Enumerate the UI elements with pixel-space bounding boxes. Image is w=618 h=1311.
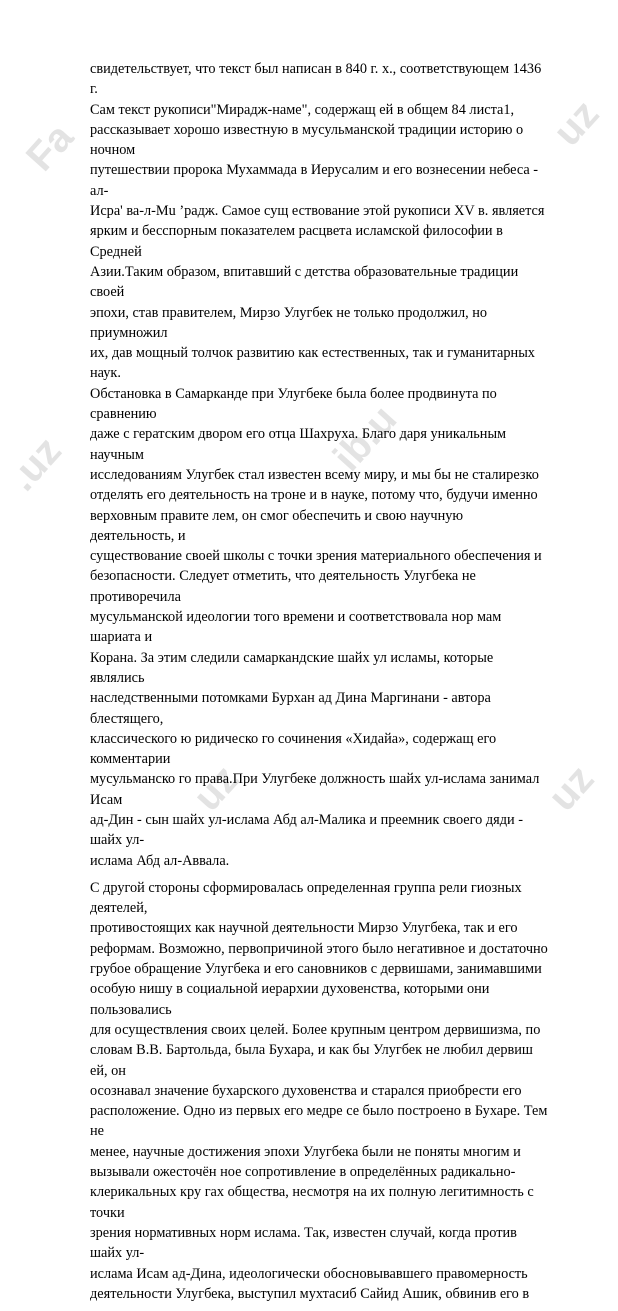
text-line: реформам. Возможно, первопричиной этого было негативное и достаточно — [90, 940, 548, 957]
text-line: рассказывает хорошо известную в мусульманской традиции историю о ночном — [90, 121, 524, 159]
watermark: uz — [185, 756, 248, 820]
text-line: даже с гератским двором его отца Шахруха. Благо даря уникальным научным — [90, 426, 507, 463]
text-line: ислама Абд ал-Аввала. — [90, 852, 230, 869]
text-line: ад-Дин - сын шайх ул-ислама Абд ал-Малика и преемник своего дяди - шайх ул- — [90, 811, 523, 849]
text-line: словам В.В. Бартольда, была Бухара, и как бы Улугбек не любил дервиш ей, он — [90, 1042, 533, 1079]
text-line: клерикальных кру гах общества, несмотря на их полную легитимность с точки — [90, 1184, 534, 1221]
text-line: особую нишу в социальной иерархии духовенства, которыми они пользовались — [90, 981, 490, 1018]
text-line: осознавал значение бухарского духовенства и старался приобрести его — [90, 1082, 522, 1099]
text-line: противостоящих как научной деятельности Мирзо Улугбека, так и его — [90, 920, 518, 937]
text-line: наследственными потомками Бурхан ад Дина Маргинани - автора блестящего, — [90, 690, 491, 727]
watermark: uz — [540, 756, 603, 820]
paragraph-2 — [90, 878, 550, 1304]
watermark: .uz — [0, 428, 70, 500]
watermark: ib.u — [325, 397, 406, 480]
text-line: вызывали ожесточён ное сопротивление в определённых радикально- — [90, 1164, 516, 1181]
text-line: безопасности. Следует отметить, что деятельность Улугбека не противоречила — [90, 568, 476, 605]
text-line: мусульманской идеологии того времени и соответствовала нор мам шариата и — [90, 609, 502, 646]
text-line: Азии.Таким образом, впитавший с детства образовательные традиции своей — [90, 263, 519, 301]
text-line: С другой стороны сформировалась определенная группа рели гиозных деятелей, — [90, 879, 522, 917]
text-line: свидетельствует, что текст был написан в 840 г. х., соответствующем 1436 г. — [90, 61, 542, 98]
text-line: существование своей школы с точки зрения материального обеспечения и — [90, 548, 542, 565]
text-line: мусульманско го права.При Улугбеке должность шайх ул-ислама занимал Исам — [90, 771, 540, 808]
body-text — [90, 59, 550, 1311]
text-line: Корана. За этим следили самаркандские шайх ул исламы, которые являлись — [90, 649, 494, 686]
text-line: отделять его деятельность на троне и в науке, потому что, будучи именно — [90, 487, 538, 504]
text-line: исследованиям Улугбек стал известен всему миру, и мы бы не сталирезко — [90, 466, 539, 483]
watermark: Fa — [18, 115, 82, 180]
text-line: верховным правите лем, он смог обеспечить и свою научную деятельность, и — [90, 507, 464, 544]
text-line: ярким и бесспорным показателем расцвета исламской философии в Средней — [90, 223, 503, 260]
text-line: ислама Исам ад-Дина, идеологически обосновывавшего правомерность — [90, 1265, 528, 1282]
text-line: их, дав мощный толчок развитию как естественных, так и гуманитарных наук. — [90, 345, 535, 382]
text-line: эпохи, став правителем, Мирзо Улугбек не только продолжил, но приумножил — [90, 304, 488, 341]
text-line: Исра' ва-л-Mu ’радж. Самое сущ ествование этой рукописи XV в. является — [90, 203, 545, 220]
text-line: расположение. Одно из первых его медре се было построено в Бухаре. Тем не — [90, 1103, 548, 1140]
text-line: Обстановка в Самарканде при Улугбеке была более продвинута по сравнению — [90, 385, 497, 423]
text-line: классического ю ридическо го сочинения «Хидайа», содержащ его комментарии — [90, 730, 497, 768]
text-line: путешествии пророка Мухаммада в Иерусалим и его вознесении небеса - ал- — [90, 162, 539, 199]
text-line: Сам текст рукописи"Мирадж-наме", содержащ ей в общем 84 листа1, — [90, 101, 515, 118]
text-line: деятельности Улугбека, выступил мухтасиб Сайид Ашик, обвинив его в — [90, 1285, 530, 1302]
text-line: для осуществления своих целей. Более крупным центром дервишизма, по — [90, 1021, 541, 1038]
watermark: uz — [545, 91, 608, 155]
text-line: зрения нормативных норм ислама. Так, известен случай, когда против шайх ул- — [90, 1224, 517, 1262]
paragraph-1 — [90, 59, 550, 871]
text-line: грубое обращение Улугбека и его сановников с дервишами, занимавшими — [90, 961, 542, 978]
text-line: менее, научные достижения эпохи Улугбека были не поняты многим и — [90, 1143, 521, 1160]
